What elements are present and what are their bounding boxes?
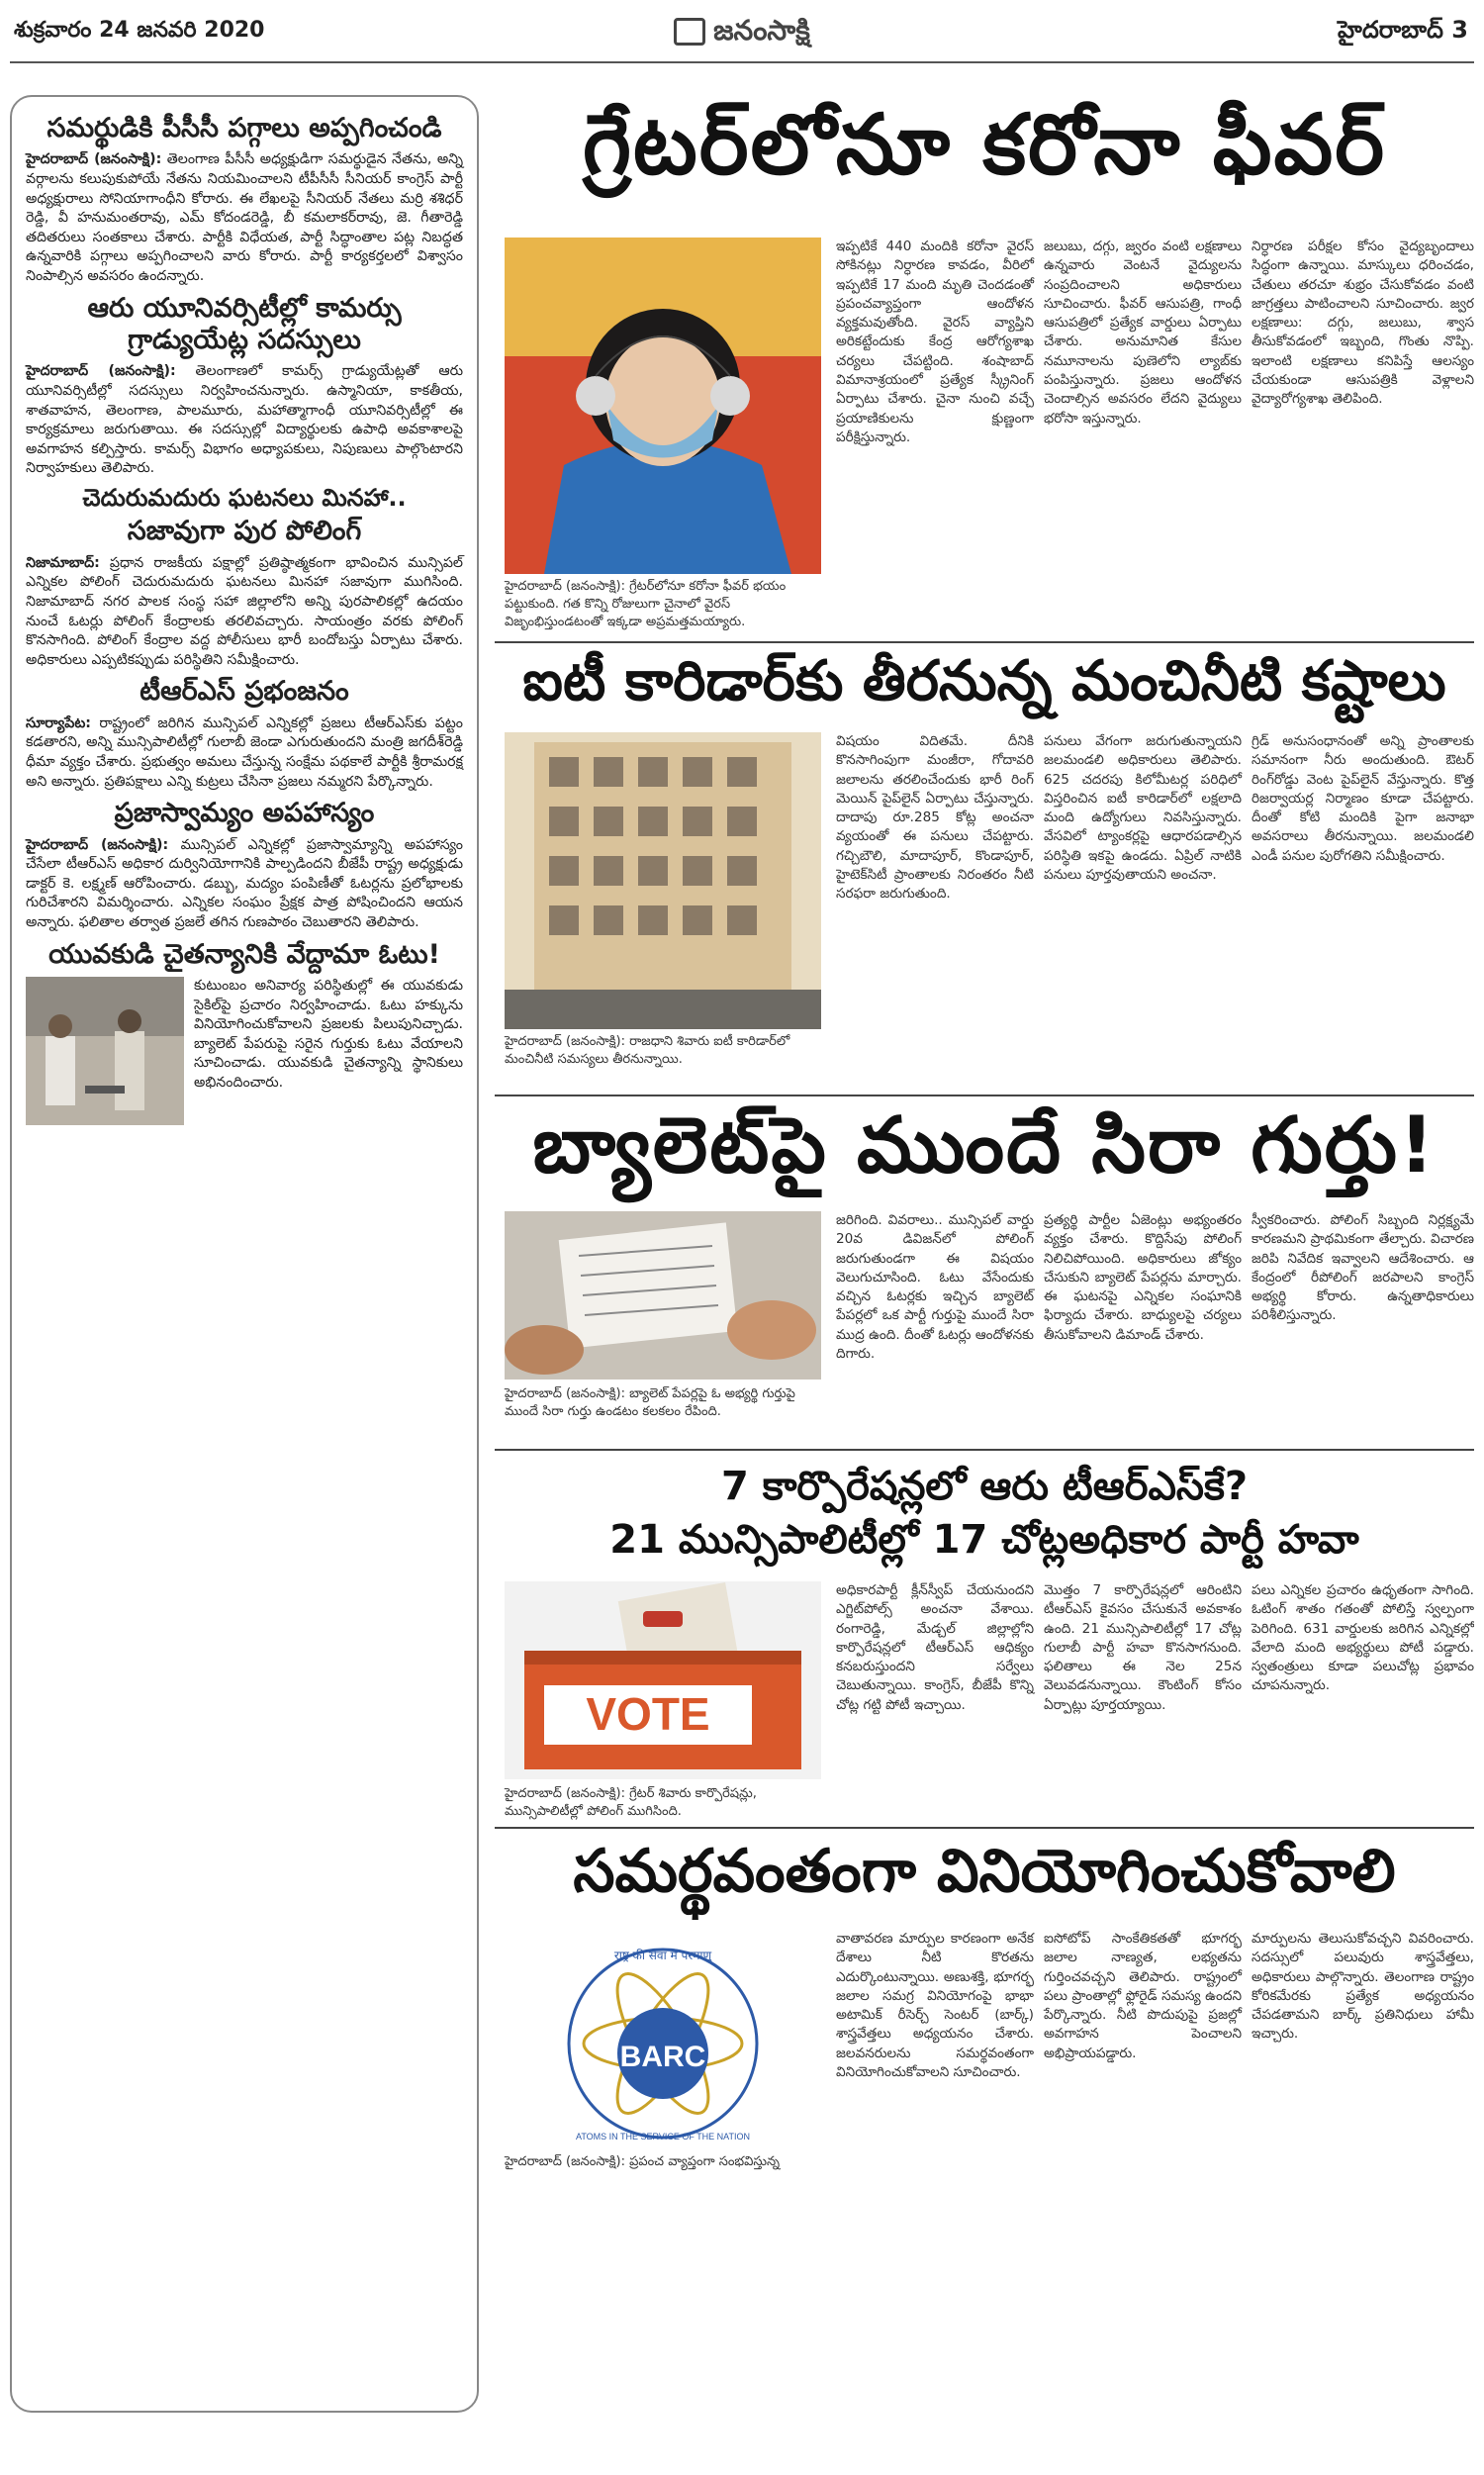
barc-logo-hindi: राष्ट्र की सेवा में परमाणु	[613, 1949, 712, 1962]
page-header	[0, 0, 1484, 79]
barc-logo-name: BARC	[619, 2041, 706, 2073]
a2-headline: ఐటీ కారిడార్‌కు తీరనున్న మంచినీటి కష్టాలు	[522, 649, 1446, 714]
a5-body	[836, 1930, 1474, 2207]
s3-body: ప్రధాన రాజకీయ పక్షాల్లో ప్రతిష్ఠాత్మకంగా భావించిన మున్సిపల్‌ ఎన్నికల పోలింగ్‌ చెదురుమదురు ఘటనలు మినహా సజావుగా ముగిసింది. నిజామాబాద్‌ నగర పాలక సంస్థ సహా జిల్లాలోని అన్ని పురపాలికల్లో ఉదయం నుంచే ఓటర్లు పోలింగ్‌ కేంద్రాలకు తరలివచ్చారు. సాయంత్రం వరకు పోలింగ్‌ కొనసాగింది. పోలింగ్‌ కేంద్రాల వద్ద పోలీసులు భారీ బందోబస్తు ఏర్పాటు చేశారు. అధికారులు ఎప్పటికప్పుడు పరిస్థితిని సమీక్షించారు.	[26, 554, 463, 668]
a3-col2: ప్రత్యర్థి పార్టీల ఏజెంట్లు అభ్యంతరం వ్యక్తం చేశారు. కొద్దిసేపు పోలింగ్‌ నిలిచిపోయింది. అధికారులు జోక్యం చేసుకుని బ్యాలెట్‌ పేపర్లను మార్చారు. ఈ ఘటనపై ఎన్నికల సంఘానికి ఫిర్యాదు చేశారు. బాధ్యులపై చర్యలు తీసుకోవాలని డిమాండ్‌ చేశారు.	[1044, 1212, 1242, 1343]
a1-col1: ఇప్పటికే 440 మందికి కరోనా వైరస్‌ సోకినట్లు నిర్ధారణ కావడం, వీరిలో ఇప్పటికే 17 మంది మృతి చెందడంతో ప్రపంచవ్యాప్తంగా ఆందోళన వ్యక్తమవుతోంది. వైరస్‌ వ్యాప్తిని అరికట్టేందుకు కేంద్ర ఆరోగ్యశాఖ చర్యలు చేపట్టింది. శంషాబాద్‌ విమానాశ్రయంలో ప్రత్యేక స్క్రీనింగ్‌ ఏర్పాటు చేశారు. చైనా నుంచి వచ్చే ప్రయాణికులను క్షుణ్ణంగా పరీక్షిస్తున్నారు.	[836, 238, 1034, 445]
a3-photo	[505, 1211, 821, 1380]
a2-caption: హైదరాబాద్‌ (జనంసాక్షి): రాజధాని శివారు ఐటీ కారిడార్‌లో మంచినీటి సమస్యలు తీరనున్నాయి.	[505, 1034, 790, 1068]
s6-title: యువకుడి చైతన్యానికి వేద్దామా ఓటు!	[48, 938, 440, 970]
a4-col1: అధికారపార్టీ క్లీన్‌స్వీప్‌ చేయనుందని ఎగ్జిట్‌పోల్స్‌ అంచనా వేశాయి. రంగారెడ్డి, మేడ్చల్‌ జిల్లాల్లోని కార్పొరేషన్లలో టీఆర్‌ఎస్‌ ఆధిక్యం కనబరుస్తుందని సర్వేలు చెబుతున్నాయి. కాంగ్రెస్‌, బీజేపీ కొన్ని చోట్ల గట్టి పోటీ ఇచ్చాయి.	[836, 1582, 1034, 1713]
newspaper-logo-icon	[674, 18, 705, 46]
a2-col2: పనులు వేగంగా జరుగుతున్నాయని జలమండలి అధికారులు తెలిపారు. 625 చదరపు కిలోమీటర్ల పరిధిలో విస్తరించిన ఐటీ కారిడార్‌లో లక్షలాది మంది ఉద్యోగులు నివసిస్తున్నారు. వేసవిలో ట్యాంకర్లపై ఆధారపడాల్సిన పరిస్థితి ఇకపై ఉండదు. ఏప్రిల్‌ నాటికి పనులు పూర్తవుతాయని అంచనా.	[1044, 733, 1242, 884]
s2-body: తెలంగాణలో కామర్స్‌ గ్రాడ్యుయేట్లతో ఆరు యూనివర్సిటీల్లో సదస్సులు నిర్వహించనున్నారు. ఉస్మానియా, కాకతీయ, శాతవాహన, తెలంగాణ, పాలమూరు, మహాత్మాగాంధీ యూనివర్సిటీల్లో ఈ కార్యక్రమాలు జరుగుతాయి. ఈ సదస్సుల్లో విద్యార్థులకు ఉపాధి అవకాశాలపై అవగాహన కల్పిస్తారు. కామర్స్‌ విభాగం అధ్యాపకులు, నిపుణులు పాల్గొంటారని నిర్వాహకులు తెలిపారు.	[26, 363, 463, 477]
a4-body	[836, 1581, 1474, 1819]
a5-col1: వాతావరణ మార్పుల కారణంగా అనేక దేశాలు నీటి కొరతను ఎదుర్కొంటున్నాయి. అణుశక్తి, భూగర్భ జలాల సమగ్ర వినియోగంపై భాభా అటామిక్‌ రీసెర్చ్‌ సెంటర్‌ (బార్క్‌) శాస్త్రవేత్తలు అధ్యయనం చేశారు. జలవనరులను సమర్థవంతంగా వినియోగించుకోవాలని సూచించారు.	[836, 1931, 1034, 2081]
separator-3	[495, 1449, 1474, 1451]
svg-text:VOTE: VOTE	[586, 1688, 710, 1740]
s6-body: కుటుంబం అనివార్య పరిస్థితుల్లో ఈ యువకుడు సైకిల్‌పై ప్రచారం నిర్వహించాడు. ఓటు హక్కును వినియోగించుకోవాలని ప్రజలకు పిలుపునిచ్చాడు. బ్యాలెట్‌ పేపరుపై సరైన గుర్తుకు ఓటు వేయాలని సూచించాడు. యువకుడి చైతన్యాన్ని స్థానికులు అభినందించారు.	[194, 977, 463, 1091]
a2-body	[836, 732, 1474, 1089]
s5-title: ప్రజాస్వామ్యం అపహాస్యం	[114, 798, 375, 829]
s3-text	[26, 554, 463, 671]
newspaper-name: జనంసాక్షి	[713, 14, 810, 47]
barc-logo-english: ATOMS IN THE SERVICE OF THE NATION	[575, 2132, 751, 2142]
a3-body	[836, 1211, 1474, 1439]
s4-body: రాష్ట్రంలో జరిగిన మున్సిపల్‌ ఎన్నికల్లో ప్రజలు టీఆర్‌ఎస్‌కు పట్టం కడతారని, అన్ని మున్సిపాలిటీల్లో గులాబీ జెండా ఎగురుతుందని మంత్రి జగదీశ్‌రెడ్డి ధీమా వ్యక్తం చేశారు. ప్రభుత్వం అమలు చేస్తున్న సంక్షేమ పథకాలే పార్టీకి శ్రీరామరక్ష అని అన్నారు. ప్రతిపక్షాలు ఎన్ని కుట్రలు చేసినా ప్రజలు నమ్మరని పేర్కొన్నారు.	[26, 714, 463, 790]
separator-2	[495, 1095, 1474, 1096]
s5-text	[26, 836, 463, 933]
separator-1	[495, 641, 1474, 643]
masthead	[0, 14, 1484, 53]
s2-title: ఆరు యూనివర్సిటీల్లో కామర్సు గ్రాడ్యుయేట్ల సదస్సులు	[87, 292, 402, 355]
a3-headline: బ్యాలెట్‌పై ముందే సిరా గుర్తు!	[532, 1101, 1437, 1190]
a3-col1: జరిగింది. వివరాలు.. మున్సిపల్‌ వార్డు 20వ డివిజన్‌లో పోలింగ్‌ జరుగుతుండగా ఈ విషయం వెలుగుచూసింది. ఓటు వేసేందుకు వచ్చిన ఓటర్లకు ఇచ్చిన బ్యాలెట్‌ పేపర్లలో ఒక పార్టీ గుర్తుపై ముందే సిరా ముద్ర ఉంది. దీంతో ఓటర్లు ఆందోళనకు దిగారు.	[836, 1212, 1034, 1363]
s4-title: టీఆర్‌ఎస్‌ ప్రభంజనం	[139, 676, 349, 708]
header-rule	[10, 61, 1474, 63]
s2-dateline: హైదరాబాద్‌ (జనంసాక్షి):	[26, 363, 176, 380]
a1-col3: నిర్ధారణ పరీక్షల కోసం వైద్యబృందాలు సిద్ధంగా ఉన్నాయి. మాస్కులు ధరించడం, చేతులు తరచూ శుభ్రం చేసుకోవడం వంటి జాగ్రత్తలు పాటించాలని సూచించారు. జ్వర లక్షణాలు: దగ్గు, జలుబు, శ్వాస తీసుకోవడంలో ఇబ్బంది, గొంతు నొప్పి. ఇలాంటి లక్షణాలు కనిపిస్తే ఆలస్యం చేయకుండా ఆసుపత్రికి వెళ్లాలని వైద్యారోగ్యశాఖ తెలిపింది.	[1252, 238, 1474, 408]
a4-col3: పలు ఎన్నికల ప్రచారం ఉధృతంగా సాగింది. ఓటింగ్‌ శాతం గతంతో పోలిస్తే స్వల్పంగా పెరిగింది. 631 వార్డులకు జరిగిన ఎన్నికల్లో వేలాది మంది అభ్యర్థులు పోటీ పడ్డారు. స్వతంత్రులు కూడా పలుచోట్ల ప్రభావం చూపనున్నారు.	[1252, 1582, 1474, 1694]
s5-dateline: హైదరాబాద్‌ (జనంసాక్షి):	[26, 836, 169, 853]
a5-caption: హైదరాబాద్‌ (జనంసాక్షి): ప్రపంచ వ్యాప్తంగా సంభవిస్తున్న	[505, 2154, 781, 2169]
a1-caption: హైదరాబాద్‌ (జనంసాక్షి): గ్రేటర్‌లోనూ కరోనా ఫీవర్‌ భయం పట్టుకుంది. గత కొన్ని రోజులుగా చైనాలో వైరస్‌ విజృంభిస్తుండటంతో ఇక్కడా అప్రమత్తమయ్యారు.	[505, 579, 787, 630]
s1-dateline: హైదరాబాద్‌ (జనంసాక్షి):	[26, 151, 162, 168]
a5-col3: మార్పులను తెలుసుకోవచ్చని వివరించారు. సదస్సులో పలువురు శాస్త్రవేత్తలు, అధికారులు పాల్గొన్నారు. తెలంగాణ రాష్ట్రం కోరికమేరకు ప్రత్యేక అధ్యయనం చేపడతామని బార్క్‌ ప్రతినిధులు హామీ ఇచ్చారు.	[1252, 1931, 1474, 2043]
a4-headline-1: 7 కార్పొరేషన్లలో ఆరు టీఆర్‌ఎస్‌కే?	[720, 1464, 1249, 1509]
a1-headline: గ్రేటర్‌లోనూ కరోనా ఫీవర్‌	[582, 96, 1387, 193]
a1-col2: జలుబు, దగ్గు, జ్వరం వంటి లక్షణాలు ఉన్నవారు వెంటనే వైద్యులను సంప్రదించాలని అధికారులు సూచించారు. ఫీవర్‌ ఆసుపత్రి, గాంధీ ఆసుపత్రిలో ప్రత్యేక వార్డులు ఏర్పాటు చేశారు. అనుమానిత కేసుల నమూనాలను పుణెలోని ల్యాబ్‌కు పంపిస్తున్నారు. ప్రజలు ఆందోళన చెందాల్సిన అవసరం లేదని వైద్యులు భరోసా ఇస్తున్నారు.	[1044, 238, 1242, 427]
left-news-column	[10, 95, 479, 2413]
a2-photo	[505, 732, 821, 1029]
a4-headline-2: 21 మున్సిపాలిటీల్లో 17 చోట్లఅధికార పార్టీ హవా	[609, 1517, 1359, 1563]
s4-dateline: సూర్యాపేట:	[26, 714, 91, 731]
a5-headline: సమర్థవంతంగా వినియోగించుకోవాలి	[573, 1837, 1396, 1906]
issue-date: శుక్రవారం 24 జనవరి 2020	[14, 18, 265, 43]
s3-dateline: నిజామాబాద్‌:	[26, 554, 100, 571]
a4-photo	[505, 1581, 821, 1779]
s5-body: మున్సిపల్‌ ఎన్నికల్లో ప్రజాస్వామ్యాన్ని అపహాస్యం చేసేలా టీఆర్‌ఎస్‌ అధికార దుర్వినియోగానికి పాల్పడిందని బీజేపీ రాష్ట్ర అధ్యక్షుడు డాక్టర్‌ కె. లక్ష్మణ్‌ ఆరోపించారు. డబ్బు, మద్యం పంపిణీతో ఓటర్లను ప్రలోభాలకు గురిచేశారని విమర్శించారు. ఎన్నికల సంఘం ప్రేక్షక పాత్ర పోషించిందని ఆయన అన్నారు. ఫలితాల తర్వాత ప్రజలే తగిన గుణపాఠం చెబుతారని తెలిపారు.	[26, 836, 463, 930]
a3-caption: హైదరాబాద్‌ (జనంసాక్షి): బ్యాలెట్‌ పేపర్లపై ఓ అభ్యర్థి గుర్తుపై ముందే సిరా గుర్తు ఉండటం కలకలం రేపింది.	[505, 1386, 795, 1420]
barc-logo-image	[505, 1930, 821, 2147]
a4-caption: హైదరాబాద్‌ (జనంసాక్షి): గ్రేటర్‌ శివారు కార్పొరేషన్లు, మున్సిపాలిటీల్లో పోలింగ్‌ ముగిసింది.	[505, 1786, 757, 1820]
s4-text	[26, 714, 463, 792]
s6-row	[26, 977, 463, 1125]
s1-body: తెలంగాణ పీసీసీ అధ్యక్షుడిగా సమర్థుడైన నేతను, అన్ని వర్గాలను కలుపుకుపోయే నేతను నియమించాలని టీపీసీసీ సీనియర్‌ కాంగ్రెస్‌ పార్టీ అధ్యక్షురాలు సోనియాగాంధీని కోరారు. ఈ లేఖలపై సీనియర్‌ నేతలు మర్రి శశిధర్‌ రెడ్డి, వీ హనుమంతరావు, ఎమ్‌ కోదండరెడ్డి, బీ కమలాకర్‌రావు, జె. గీతారెడ్డి తదితరులు సంతకాలు చేశారు. పార్టీకి విధేయత, పార్టీ సిద్ధాంతాల పట్ల నిబద్ధత ఉన్నవారికి పగ్గాలు అప్పగించాలని వారు కోరారు. పార్టీ కార్యకర్తలలో విశ్వాసం నింపాల్సిన అవసరం ఉందన్నారు.	[26, 151, 463, 284]
s1-text	[26, 150, 463, 286]
s6-photo	[26, 977, 184, 1125]
s1-title: సమర్థుడికి పీసీసీ పగ్గాలు అప్పగించండి	[46, 113, 442, 143]
s3-title-2: సజావుగా పుర పోలింగ్‌	[127, 516, 362, 547]
s2-text	[26, 362, 463, 479]
a3-col3: స్వీకరించారు. పోలింగ్‌ సిబ్బంది నిర్లక్ష్యమే కారణమని ప్రాథమికంగా తేల్చారు. విచారణ జరిపి నివేదిక ఇవ్వాలని ఆదేశించారు. ఆ కేంద్రంలో రీపోలింగ్‌ జరపాలని కాంగ్రెస్‌ అభ్యర్థి కోరారు. ఉన్నతాధికారులు పరిశీలిస్తున్నారు.	[1252, 1212, 1474, 1324]
city-page-number: హైదరాబాద్ 3	[1338, 16, 1468, 44]
a1-body	[836, 238, 1474, 633]
a2-col3: గ్రిడ్‌ అనుసంధానంతో అన్ని ప్రాంతాలకు సమానంగా నీరు అందుతుంది. ఔటర్‌ రింగ్‌రోడ్డు వెంట పైప్‌లైన్‌ వేస్తున్నారు. కొత్త రిజర్వాయర్ల నిర్మాణం కూడా చేపట్టారు. దీంతో కోటి మందికి పైగా జనాభా అవసరాలు తీరనున్నాయి. జలమండలి ఎండీ పనుల పురోగతిని సమీక్షించారు.	[1252, 733, 1474, 864]
a4-col2: మొత్తం 7 కార్పొరేషన్లలో ఆరింటిని టీఆర్‌ఎస్‌ కైవసం చేసుకునే అవకాశం ఉంది. 21 మున్సిపాలిటీల్లో 17 చోట్ల గులాబీ పార్టీ హవా కొనసాగనుంది. ఫలితాలు ఈ నెల 25న వెలువడనున్నాయి. కౌంటింగ్‌ కోసం ఏర్పాట్లు పూర్తయ్యాయి.	[1044, 1582, 1242, 1713]
s3-title-1: చెదురుమదురు ఘటనలు మినహా..	[82, 483, 407, 512]
a2-col1: విషయం విదితమే. దీనికి కొనసాగింపుగా మంజీరా, గోదావరి జలాలను తరలించేందుకు భారీ రింగ్‌ మెయిన్‌ పైప్‌లైన్‌ ఏర్పాటు చేస్తున్నారు. దాదాపు రూ.285 కోట్ల అంచనా వ్యయంతో ఈ పనులు చేపట్టారు. గచ్చిబౌలి, మాదాపూర్‌, కొండాపూర్‌, హైటెక్‌సిటీ ప్రాంతాలకు నిరంతరం నీటి సరఫరా జరుగుతుంది.	[836, 733, 1034, 903]
a1-photo	[505, 238, 821, 574]
a5-col2: ఐసోటోప్‌ సాంకేతికతతో భూగర్భ జలాల నాణ్యత, లభ్యతను గుర్తించవచ్చని తెలిపారు. రాష్ట్రంలో పలు ప్రాంతాల్లో ఫ్లోరైడ్‌ సమస్య ఉందని పేర్కొన్నారు. నీటి పొదుపుపై ప్రజల్లో అవగాహన పెంచాలని అభిప్రాయపడ్డారు.	[1044, 1931, 1242, 2061]
separator-4	[495, 1827, 1474, 1829]
